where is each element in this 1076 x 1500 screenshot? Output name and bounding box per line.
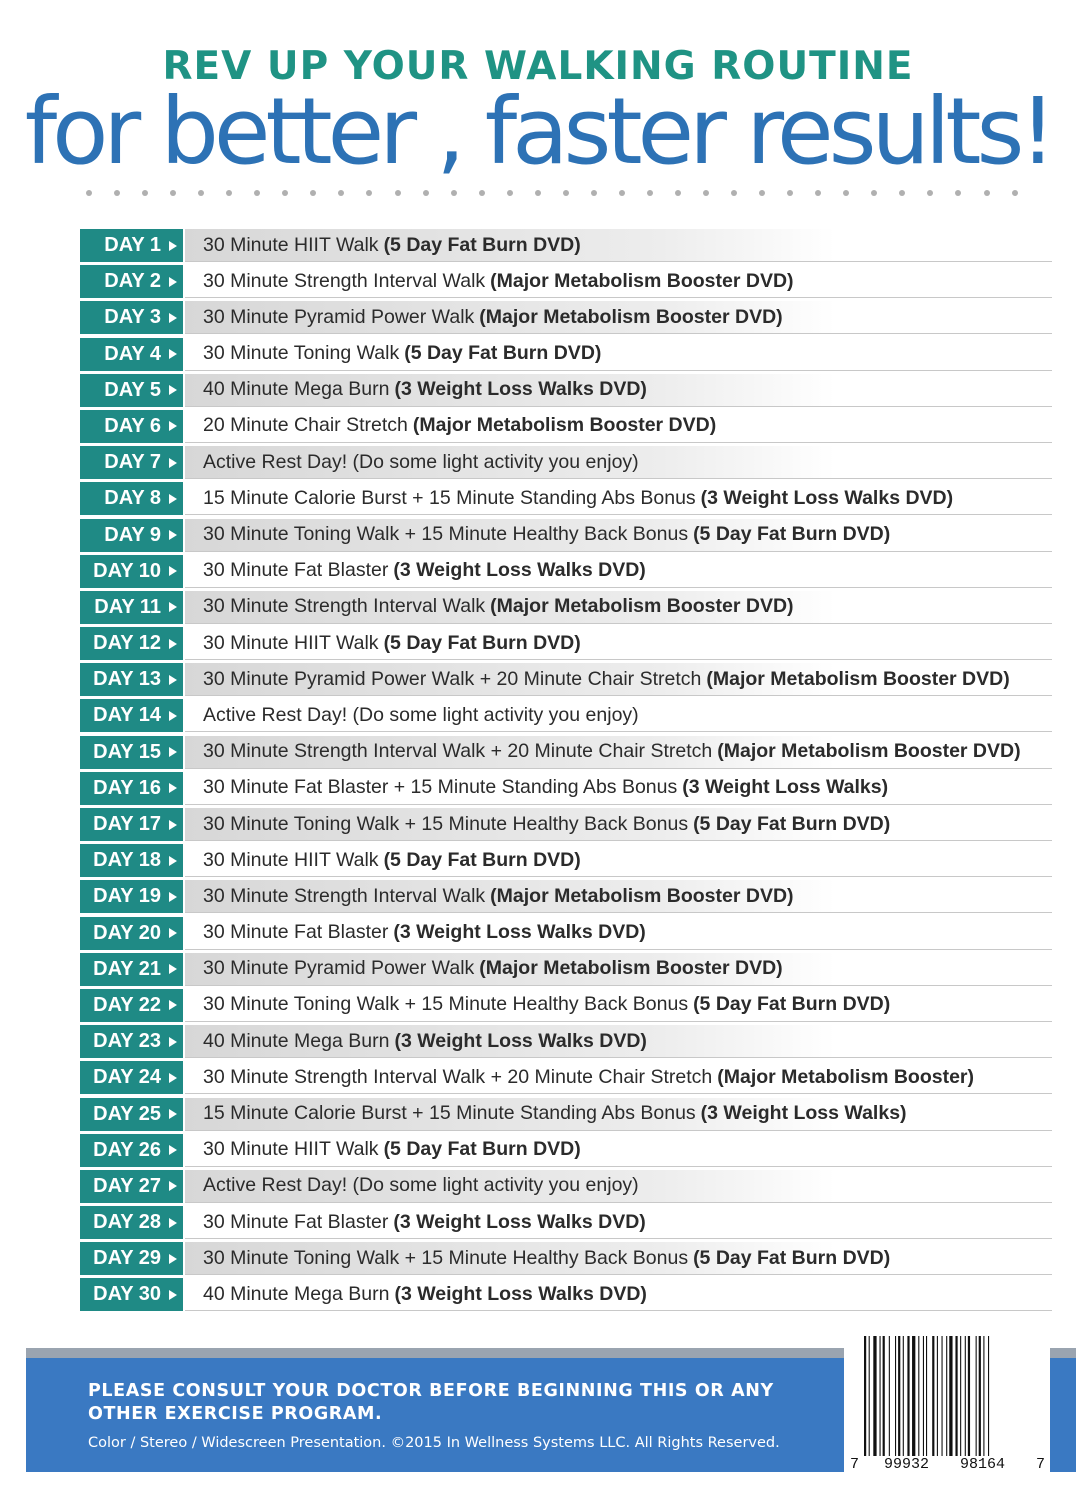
activity-cell xyxy=(185,627,1052,660)
barcode-bar xyxy=(907,1336,909,1456)
play-arrow-icon xyxy=(169,1254,177,1264)
day-tag xyxy=(80,1242,183,1275)
activity-cell xyxy=(185,663,1052,696)
dvd-source: (3 Weight Loss Walks DVD) xyxy=(700,486,954,509)
activity-name: 15 Minute Calorie Burst + 15 Minute Standing Abs Bonus xyxy=(203,486,696,509)
day-label: DAY 21 xyxy=(93,957,161,980)
schedule-row xyxy=(80,554,1052,590)
schedule-row xyxy=(80,1133,1052,1169)
activity-cell xyxy=(185,1170,1052,1203)
schedule-row xyxy=(80,300,1052,336)
divider-dot xyxy=(984,190,990,196)
activity-name: 30 Minute Strength Interval Walk + 20 Minute Chair Stretch xyxy=(203,1065,713,1088)
schedule-row xyxy=(80,1277,1052,1313)
activity-cell xyxy=(185,519,1052,552)
activity-name: 30 Minute Pyramid Power Walk xyxy=(203,305,475,328)
schedule-table xyxy=(80,228,1052,1314)
day-tag xyxy=(80,699,183,732)
play-arrow-icon xyxy=(169,421,177,431)
barcode-bar xyxy=(983,1336,984,1456)
play-arrow-icon xyxy=(169,385,177,395)
dvd-source: (Major Metabolism Booster) xyxy=(717,1065,975,1088)
play-arrow-icon xyxy=(169,277,177,287)
activity-cell xyxy=(185,844,1052,877)
schedule-row xyxy=(80,373,1052,409)
day-tag xyxy=(80,446,183,479)
schedule-row xyxy=(80,518,1052,554)
barcode-bar xyxy=(946,1336,947,1456)
day-tag xyxy=(80,301,183,334)
day-tag xyxy=(80,627,183,660)
day-label: DAY 24 xyxy=(93,1066,161,1089)
schedule-row xyxy=(80,952,1052,988)
barcode-digits xyxy=(848,1456,1048,1476)
play-arrow-icon xyxy=(169,747,177,757)
barcode-bar xyxy=(923,1336,924,1456)
activity-name: 30 Minute HIIT Walk xyxy=(203,631,379,654)
day-label: DAY 22 xyxy=(93,993,161,1016)
headline: REV UP YOUR WALKING ROUTINE xyxy=(162,44,914,89)
day-tag xyxy=(80,989,183,1022)
day-label: DAY 20 xyxy=(93,921,161,944)
divider-dot xyxy=(871,190,877,196)
schedule-row xyxy=(80,228,1052,264)
schedule-row xyxy=(80,988,1052,1024)
day-label: DAY 26 xyxy=(93,1138,161,1161)
activity-cell xyxy=(185,1061,1052,1094)
dotted-divider xyxy=(86,190,1018,198)
dvd-source: (Major Metabolism Booster DVD) xyxy=(490,269,794,292)
activity-name: 40 Minute Mega Burn xyxy=(203,1029,390,1052)
schedule-row xyxy=(80,662,1052,698)
barcode-digit-group-2: 98164 xyxy=(960,1456,1006,1473)
divider-dot xyxy=(114,190,120,196)
day-tag xyxy=(80,1206,183,1239)
day-label: DAY 29 xyxy=(93,1247,161,1270)
activity-name: 30 Minute Fat Blaster xyxy=(203,1210,389,1233)
day-tag xyxy=(80,338,183,371)
activity-cell xyxy=(185,374,1052,407)
copyright-notice: Color / Stereo / Widescreen Presentation. ©2015 In Wellness Systems LLC. All Rights Reserved. xyxy=(88,1435,780,1451)
activity-cell xyxy=(185,338,1052,371)
barcode-bar xyxy=(918,1336,919,1456)
dvd-source: (3 Weight Loss Walks DVD) xyxy=(394,1029,647,1052)
dvd-source: (Major Metabolism Booster DVD) xyxy=(490,884,794,907)
schedule-row xyxy=(80,264,1052,300)
day-label: DAY 3 xyxy=(104,306,161,329)
play-arrow-icon xyxy=(169,1037,177,1047)
play-arrow-icon xyxy=(169,1073,177,1083)
activity-name: 20 Minute Chair Stretch xyxy=(203,414,408,437)
schedule-row xyxy=(80,445,1052,481)
day-label: DAY 12 xyxy=(93,632,161,655)
divider-dot xyxy=(843,190,849,196)
play-arrow-icon xyxy=(169,1145,177,1155)
play-arrow-icon xyxy=(169,856,177,866)
play-arrow-icon xyxy=(169,1181,177,1191)
activity-cell xyxy=(185,446,1052,479)
activity-cell xyxy=(185,1098,1052,1131)
barcode-bar xyxy=(988,1336,989,1456)
day-label: DAY 5 xyxy=(104,378,161,401)
schedule-row xyxy=(80,1097,1052,1133)
activity-cell xyxy=(185,265,1052,298)
day-label: DAY 10 xyxy=(93,559,161,582)
activity-cell xyxy=(185,229,1052,262)
activity-name: 30 Minute Toning Walk + 15 Minute Healthy Back Bonus xyxy=(203,993,689,1016)
divider-dot xyxy=(479,190,485,196)
barcode-bar xyxy=(942,1336,943,1456)
day-tag xyxy=(80,1025,183,1058)
dvd-source: (5 Day Fat Burn DVD) xyxy=(383,1138,581,1161)
day-tag xyxy=(80,1170,183,1203)
barcode-bar xyxy=(949,1336,952,1456)
play-arrow-icon xyxy=(169,241,177,251)
divider-dot xyxy=(142,190,148,196)
barcode-bar xyxy=(937,1336,938,1456)
barcode-bar xyxy=(976,1336,977,1456)
day-tag xyxy=(80,1134,183,1167)
schedule-row xyxy=(80,337,1052,373)
divider-dot xyxy=(254,190,260,196)
schedule-row xyxy=(80,409,1052,445)
dvd-source: (5 Day Fat Burn DVD) xyxy=(693,1246,891,1269)
day-label: DAY 6 xyxy=(104,414,161,437)
activity-name: 30 Minute Strength Interval Walk xyxy=(203,884,486,907)
dvd-source: (5 Day Fat Burn DVD) xyxy=(404,342,602,365)
activity-name: 30 Minute Toning Walk + 15 Minute Healthy Back Bonus xyxy=(203,812,689,835)
divider-dot xyxy=(507,190,513,196)
subhead: for better , faster results! xyxy=(24,78,1052,185)
barcode-digit-trail: 7 xyxy=(1036,1456,1046,1473)
divider-dot xyxy=(366,190,372,196)
schedule-row xyxy=(80,1241,1052,1277)
divider-dot xyxy=(198,190,204,196)
divider-dot xyxy=(955,190,961,196)
day-label: DAY 16 xyxy=(93,776,161,799)
dvd-source: (Major Metabolism Booster DVD) xyxy=(717,740,1021,763)
divider-dot xyxy=(927,190,933,196)
play-arrow-icon xyxy=(169,820,177,830)
day-tag xyxy=(80,265,183,298)
activity-name: 30 Minute Fat Blaster + 15 Minute Standing Abs Bonus xyxy=(203,776,678,799)
activity-name: Active Rest Day! (Do some light activity you enjoy) xyxy=(203,450,639,473)
play-arrow-icon xyxy=(169,639,177,649)
divider-dot xyxy=(647,190,653,196)
play-arrow-icon xyxy=(169,349,177,359)
schedule-row xyxy=(80,771,1052,807)
dvd-source: (5 Day Fat Burn DVD) xyxy=(383,631,581,654)
divider-dot xyxy=(170,190,176,196)
divider-dot xyxy=(282,190,288,196)
play-arrow-icon xyxy=(169,566,177,576)
day-label: DAY 2 xyxy=(104,270,161,293)
barcode-bar xyxy=(979,1336,981,1456)
divider-dot xyxy=(310,190,316,196)
activity-cell xyxy=(185,699,1052,732)
barcode-bar xyxy=(932,1336,934,1456)
activity-name: 30 Minute Strength Interval Walk xyxy=(203,269,486,292)
dvd-source: (3 Weight Loss Walks) xyxy=(700,1102,907,1124)
schedule-row xyxy=(80,735,1052,771)
play-arrow-icon xyxy=(169,928,177,938)
activity-cell xyxy=(185,1025,1052,1058)
schedule-row xyxy=(80,879,1052,915)
divider-dot xyxy=(395,190,401,196)
activity-name: 30 Minute Toning Walk xyxy=(203,342,400,365)
divider-dot xyxy=(675,190,681,196)
activity-name: 30 Minute Pyramid Power Walk + 20 Minute Chair Stretch xyxy=(203,667,702,690)
day-label: DAY 25 xyxy=(93,1102,161,1125)
day-tag xyxy=(80,1061,183,1094)
day-tag xyxy=(80,880,183,913)
dvd-source: (Major Metabolism Booster DVD) xyxy=(479,957,783,980)
day-label: DAY 18 xyxy=(93,849,161,872)
barcode-digit-lead: 7 xyxy=(850,1456,860,1473)
play-arrow-icon xyxy=(169,458,177,468)
schedule-row xyxy=(80,626,1052,662)
barcode-bar xyxy=(955,1336,957,1456)
divider-dot xyxy=(563,190,569,196)
barcode-bar xyxy=(898,1336,900,1456)
dvd-source: (5 Day Fat Burn DVD) xyxy=(693,523,891,545)
activity-cell xyxy=(185,880,1052,913)
divider-dot xyxy=(338,190,344,196)
dvd-source: (5 Day Fat Burn DVD) xyxy=(383,848,581,871)
divider-dot xyxy=(703,190,709,196)
activity-cell xyxy=(185,555,1052,588)
dvd-source: (Major Metabolism Booster DVD) xyxy=(479,305,783,328)
dvd-source: (3 Weight Loss Walks DVD) xyxy=(393,559,646,582)
play-arrow-icon xyxy=(169,1218,177,1228)
barcode xyxy=(848,1336,1048,1478)
dvd-source: (3 Weight Loss Walks DVD) xyxy=(393,1210,646,1233)
barcode-bar xyxy=(968,1336,970,1456)
barcode-bar xyxy=(960,1336,961,1456)
schedule-row xyxy=(80,590,1052,626)
barcode-bar xyxy=(869,1336,870,1456)
schedule-row xyxy=(80,843,1052,879)
play-arrow-icon xyxy=(169,1290,177,1300)
dvd-source: (5 Day Fat Burn DVD) xyxy=(693,993,891,1016)
day-label: DAY 13 xyxy=(93,668,161,691)
doctor-warning: PLEASE CONSULT YOUR DOCTOR BEFORE BEGINNING THIS OR ANY OTHER EXERCISE PROGRAM. xyxy=(88,1381,774,1424)
day-label: DAY 15 xyxy=(93,740,161,763)
activity-cell xyxy=(185,1278,1052,1311)
activity-cell xyxy=(185,301,1052,334)
schedule-row xyxy=(80,481,1052,517)
dvd-source: (5 Day Fat Burn DVD) xyxy=(383,233,581,256)
schedule-row xyxy=(80,916,1052,952)
schedule-row xyxy=(80,1169,1052,1205)
divider-dot xyxy=(619,190,625,196)
play-arrow-icon xyxy=(169,494,177,504)
activity-name: 30 Minute HIIT Walk xyxy=(203,848,379,871)
footer-bar-edge xyxy=(1050,1348,1076,1472)
play-arrow-icon xyxy=(169,675,177,685)
divider-dot xyxy=(591,190,597,196)
activity-name: 15 Minute Calorie Burst + 15 Minute Standing Abs Bonus xyxy=(203,1102,696,1124)
schedule-row xyxy=(80,807,1052,843)
day-label: DAY 4 xyxy=(104,342,161,365)
day-tag xyxy=(80,591,183,624)
activity-cell xyxy=(185,410,1052,443)
activity-name: 30 Minute Fat Blaster xyxy=(203,559,389,582)
dvd-source: (Major Metabolism Booster DVD) xyxy=(706,667,1010,690)
barcode-bar xyxy=(895,1336,896,1456)
day-tag xyxy=(80,917,183,950)
activity-name: Active Rest Day! (Do some light activity you enjoy) xyxy=(203,703,639,726)
day-label: DAY 8 xyxy=(104,487,161,510)
play-arrow-icon xyxy=(169,964,177,974)
barcode-bar xyxy=(912,1336,915,1456)
activity-name: 30 Minute Strength Interval Walk + 20 Minute Chair Stretch xyxy=(203,740,713,763)
divider-dot xyxy=(423,190,429,196)
play-arrow-icon xyxy=(169,530,177,540)
barcode-bar xyxy=(873,1336,876,1456)
schedule-row xyxy=(80,698,1052,734)
schedule-row xyxy=(80,1024,1052,1060)
day-tag xyxy=(80,410,183,443)
divider-dot xyxy=(1012,190,1018,196)
barcode-bar xyxy=(926,1336,927,1456)
activity-cell xyxy=(185,1134,1052,1167)
barcode-digit-group-1: 99932 xyxy=(884,1456,930,1473)
day-label: DAY 30 xyxy=(93,1283,161,1306)
day-label: DAY 27 xyxy=(93,1174,161,1197)
activity-cell xyxy=(185,736,1052,769)
dvd-source: (3 Weight Loss Walks DVD) xyxy=(394,378,647,401)
day-tag xyxy=(80,519,183,552)
play-arrow-icon xyxy=(169,1000,177,1010)
day-tag xyxy=(80,374,183,407)
day-label: DAY 9 xyxy=(104,523,161,546)
day-label: DAY 1 xyxy=(104,234,161,256)
day-tag xyxy=(80,844,183,877)
day-tag xyxy=(80,663,183,696)
dvd-source: (5 Day Fat Burn DVD) xyxy=(693,812,891,835)
day-tag xyxy=(80,736,183,769)
divider-dot xyxy=(759,190,765,196)
day-label: DAY 11 xyxy=(94,595,161,618)
day-tag xyxy=(80,1278,183,1311)
dvd-source: (Major Metabolism Booster DVD) xyxy=(490,595,794,618)
activity-cell xyxy=(185,989,1052,1022)
day-tag xyxy=(80,772,183,805)
play-arrow-icon xyxy=(169,602,177,612)
day-tag xyxy=(80,808,183,841)
activity-cell xyxy=(185,772,1052,805)
dvd-source: (3 Weight Loss Walks DVD) xyxy=(394,1282,647,1305)
divider-dot xyxy=(815,190,821,196)
barcode-bar xyxy=(965,1336,966,1456)
day-tag xyxy=(80,953,183,986)
activity-cell xyxy=(185,953,1052,986)
activity-cell xyxy=(185,591,1052,624)
barcode-bar xyxy=(864,1336,866,1456)
activity-name: 30 Minute Pyramid Power Walk xyxy=(203,957,475,980)
day-label: DAY 28 xyxy=(93,1211,161,1234)
activity-name: 40 Minute Mega Burn xyxy=(203,1282,390,1305)
activity-cell xyxy=(185,1206,1052,1239)
activity-name: 30 Minute Fat Blaster xyxy=(203,921,389,944)
day-tag xyxy=(80,555,183,588)
barcode-bar xyxy=(880,1336,881,1456)
schedule-row xyxy=(80,1205,1052,1241)
divider-dot xyxy=(451,190,457,196)
divider-dot xyxy=(86,190,92,196)
day-tag xyxy=(80,229,183,262)
divider-dot xyxy=(731,190,737,196)
divider-dot xyxy=(535,190,541,196)
activity-cell xyxy=(185,917,1052,950)
activity-name: 30 Minute Toning Walk + 15 Minute Healthy Back Bonus xyxy=(203,523,689,545)
barcode-bar xyxy=(883,1336,885,1456)
day-tag xyxy=(80,1098,183,1131)
play-arrow-icon xyxy=(169,1109,177,1119)
divider-dot xyxy=(899,190,905,196)
activity-cell xyxy=(185,482,1052,515)
activity-name: 30 Minute Strength Interval Walk xyxy=(203,595,486,618)
day-tag xyxy=(80,482,183,515)
schedule-row xyxy=(80,1060,1052,1096)
dvd-source: (3 Weight Loss Walks DVD) xyxy=(393,921,646,944)
barcode-bars xyxy=(864,1336,1034,1456)
play-arrow-icon xyxy=(169,711,177,721)
play-arrow-icon xyxy=(169,313,177,323)
divider-dot xyxy=(787,190,793,196)
activity-cell xyxy=(185,808,1052,841)
play-arrow-icon xyxy=(169,892,177,902)
day-label: DAY 17 xyxy=(93,813,161,835)
day-label: DAY 23 xyxy=(93,1030,161,1053)
play-arrow-icon xyxy=(169,783,177,793)
dvd-source: (3 Weight Loss Walks) xyxy=(682,776,889,799)
activity-cell xyxy=(185,1242,1052,1275)
barcode-bar xyxy=(903,1336,904,1456)
activity-name: 30 Minute Toning Walk + 15 Minute Healthy Back Bonus xyxy=(203,1246,689,1269)
activity-name: 40 Minute Mega Burn xyxy=(203,378,390,401)
barcode-bar xyxy=(889,1336,890,1456)
day-label: DAY 7 xyxy=(104,451,161,474)
activity-name: Active Rest Day! (Do some light activity you enjoy) xyxy=(203,1174,639,1197)
day-label: DAY 14 xyxy=(93,704,161,727)
dvd-source: (Major Metabolism Booster DVD) xyxy=(412,414,717,437)
activity-name: 30 Minute HIIT Walk xyxy=(203,1138,379,1161)
divider-dot xyxy=(226,190,232,196)
day-label: DAY 19 xyxy=(93,885,161,908)
activity-name: 30 Minute HIIT Walk xyxy=(203,233,379,256)
